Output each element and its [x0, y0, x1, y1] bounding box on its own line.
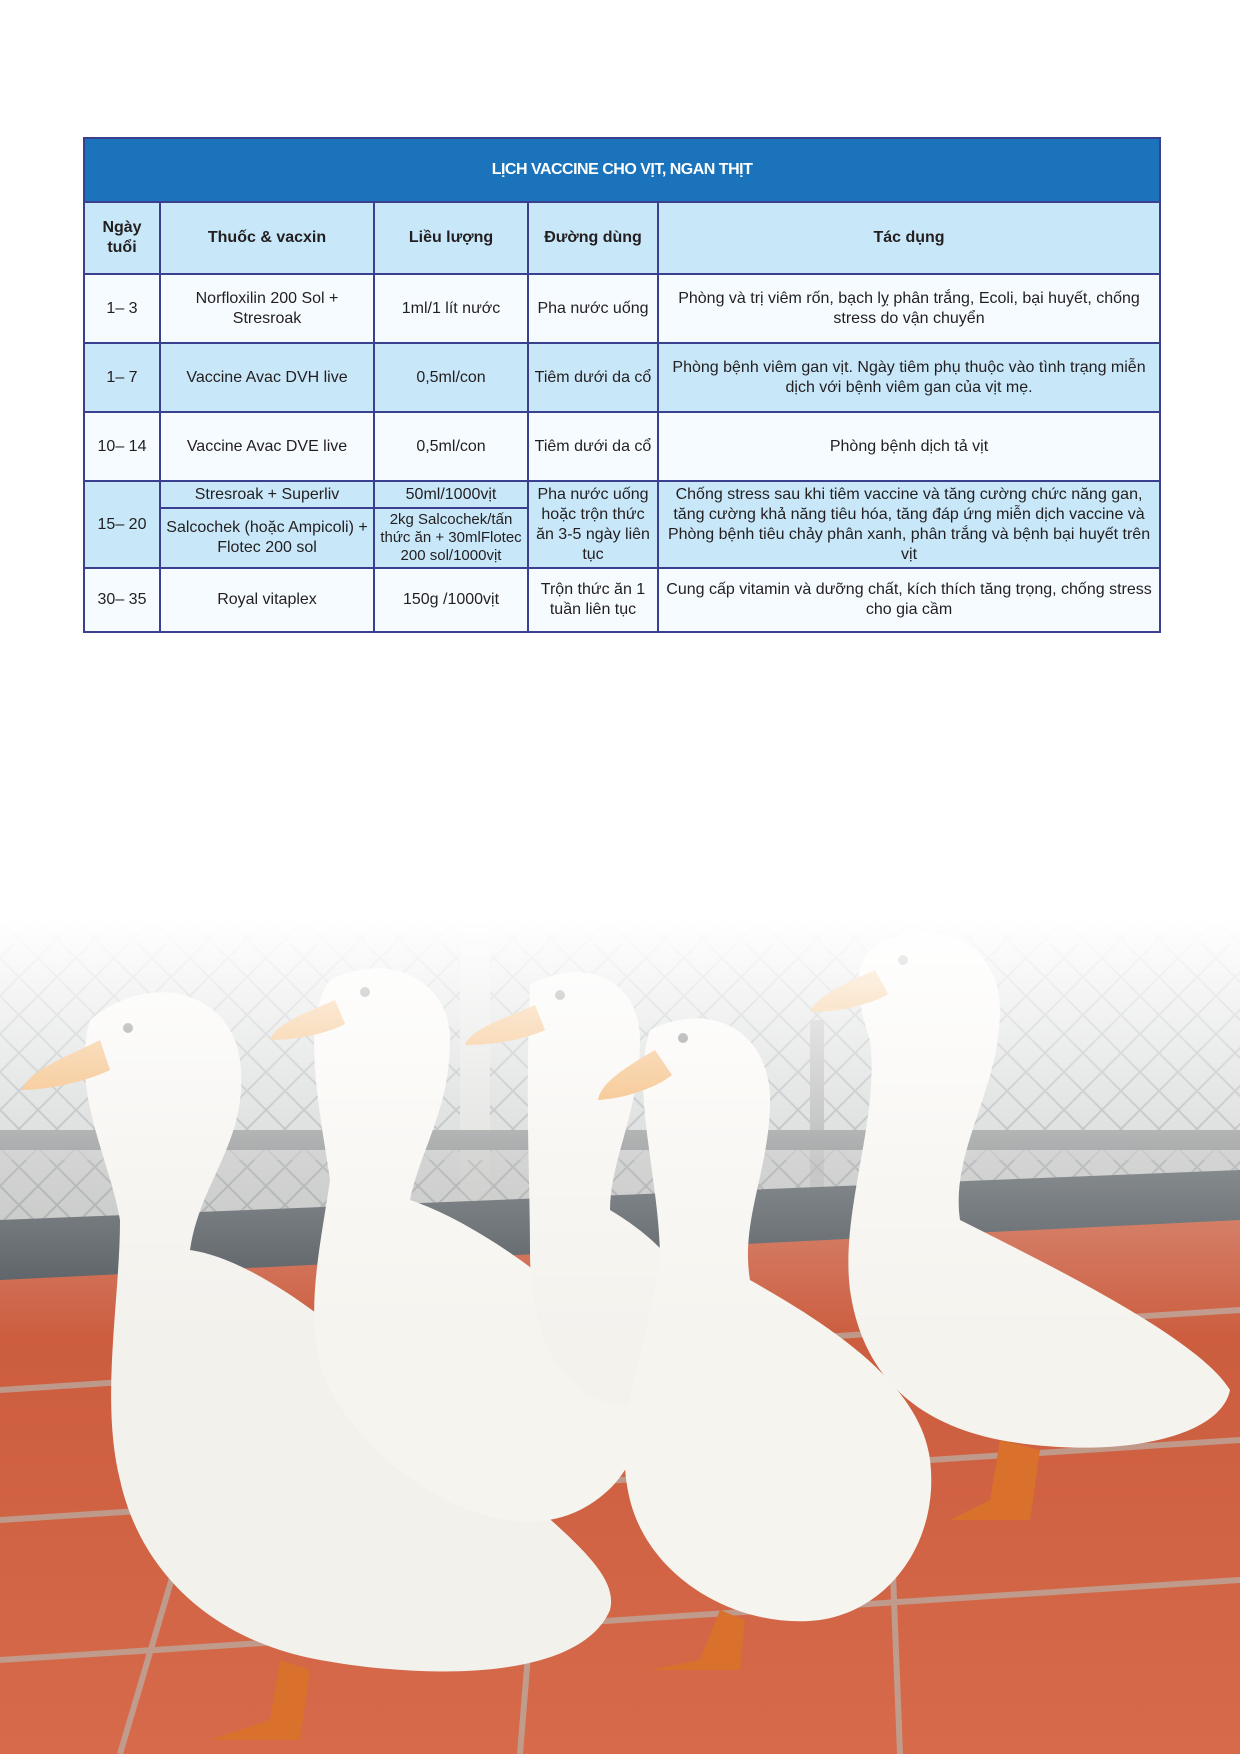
cell-drug: Salcochek (hoặc Ampicoli) + Flotec 200 sol	[160, 508, 374, 568]
table-row	[84, 274, 1160, 343]
ducks-photo	[0, 920, 1240, 1754]
header-drug: Thuốc & vacxin	[160, 202, 374, 274]
cell-dose: 50ml/1000vịt	[374, 481, 528, 508]
cell-drug: Norfloxilin 200 Sol + Stresroak	[160, 274, 374, 343]
cell-age: 1– 7	[84, 343, 160, 412]
cell-route: Tiêm dưới da cổ	[528, 412, 658, 481]
table-row	[84, 412, 1160, 481]
cell-age: 15– 20	[84, 481, 160, 568]
header-effect: Tác dụng	[658, 202, 1160, 274]
cell-route: Trộn thức ăn 1 tuần liên tục	[528, 568, 658, 632]
cell-drug: Vaccine Avac DVH live	[160, 343, 374, 412]
header-route: Đường dùng	[528, 202, 658, 274]
header-dose: Liều lượng	[374, 202, 528, 274]
cell-dose: 0,5ml/con	[374, 412, 528, 481]
cell-route: Pha nước uống	[528, 274, 658, 343]
table-row	[84, 343, 1160, 412]
cell-effect: Phòng và trị viêm rốn, bạch lỵ phân trắng, Ecoli, bại huyết, chống stress do vận chuyển	[658, 274, 1160, 343]
cell-drug: Stresroak + Superliv	[160, 481, 374, 508]
cell-route: Tiêm dưới da cổ	[528, 343, 658, 412]
cell-dose: 1ml/1 lít nước	[374, 274, 528, 343]
cell-effect: Phòng bệnh viêm gan vịt. Ngày tiêm phụ thuộc vào tình trạng miễn dịch với bệnh viêm gan của vịt mẹ.	[658, 343, 1160, 412]
cell-effect: Cung cấp vitamin và dưỡng chất, kích thích tăng trọng, chống stress cho gia cầm	[658, 568, 1160, 632]
cell-drug: Royal vitaplex	[160, 568, 374, 632]
cell-drug: Vaccine Avac DVE live	[160, 412, 374, 481]
cell-effect: Phòng bệnh dịch tả vịt	[658, 412, 1160, 481]
header-age-line1: Ngày	[102, 219, 142, 236]
table-row	[84, 481, 1160, 508]
table-title: LỊCH VACCINE CHO VỊT, NGAN THỊT	[84, 138, 1160, 202]
cell-age: 10– 14	[84, 412, 160, 481]
cell-age: 1– 3	[84, 274, 160, 343]
cell-dose: 150g /1000vịt	[374, 568, 528, 632]
cell-age: 30– 35	[84, 568, 160, 632]
cell-dose: 2kg Salcochek/tấn thức ăn + 30mlFlotec 200 sol/1000vịt	[374, 508, 528, 568]
cell-effect: Chống stress sau khi tiêm vaccine và tăng cường chức năng gan, tăng cường khả năng tiêu hóa, tăng đáp ứng miễn dịch vaccine và Phòng bệnh tiêu chảy phân xanh, phân trắng và bệnh bại huyết trên vịt	[658, 481, 1160, 568]
table-row	[84, 568, 1160, 632]
vaccine-schedule	[83, 137, 1159, 633]
header-age-line2: tuổi	[107, 239, 137, 256]
header-age	[84, 202, 160, 274]
cell-route: Pha nước uống hoặc trộn thức ăn 3-5 ngày liên tục	[528, 481, 658, 568]
cell-dose: 0,5ml/con	[374, 343, 528, 412]
vaccine-table	[83, 137, 1161, 633]
